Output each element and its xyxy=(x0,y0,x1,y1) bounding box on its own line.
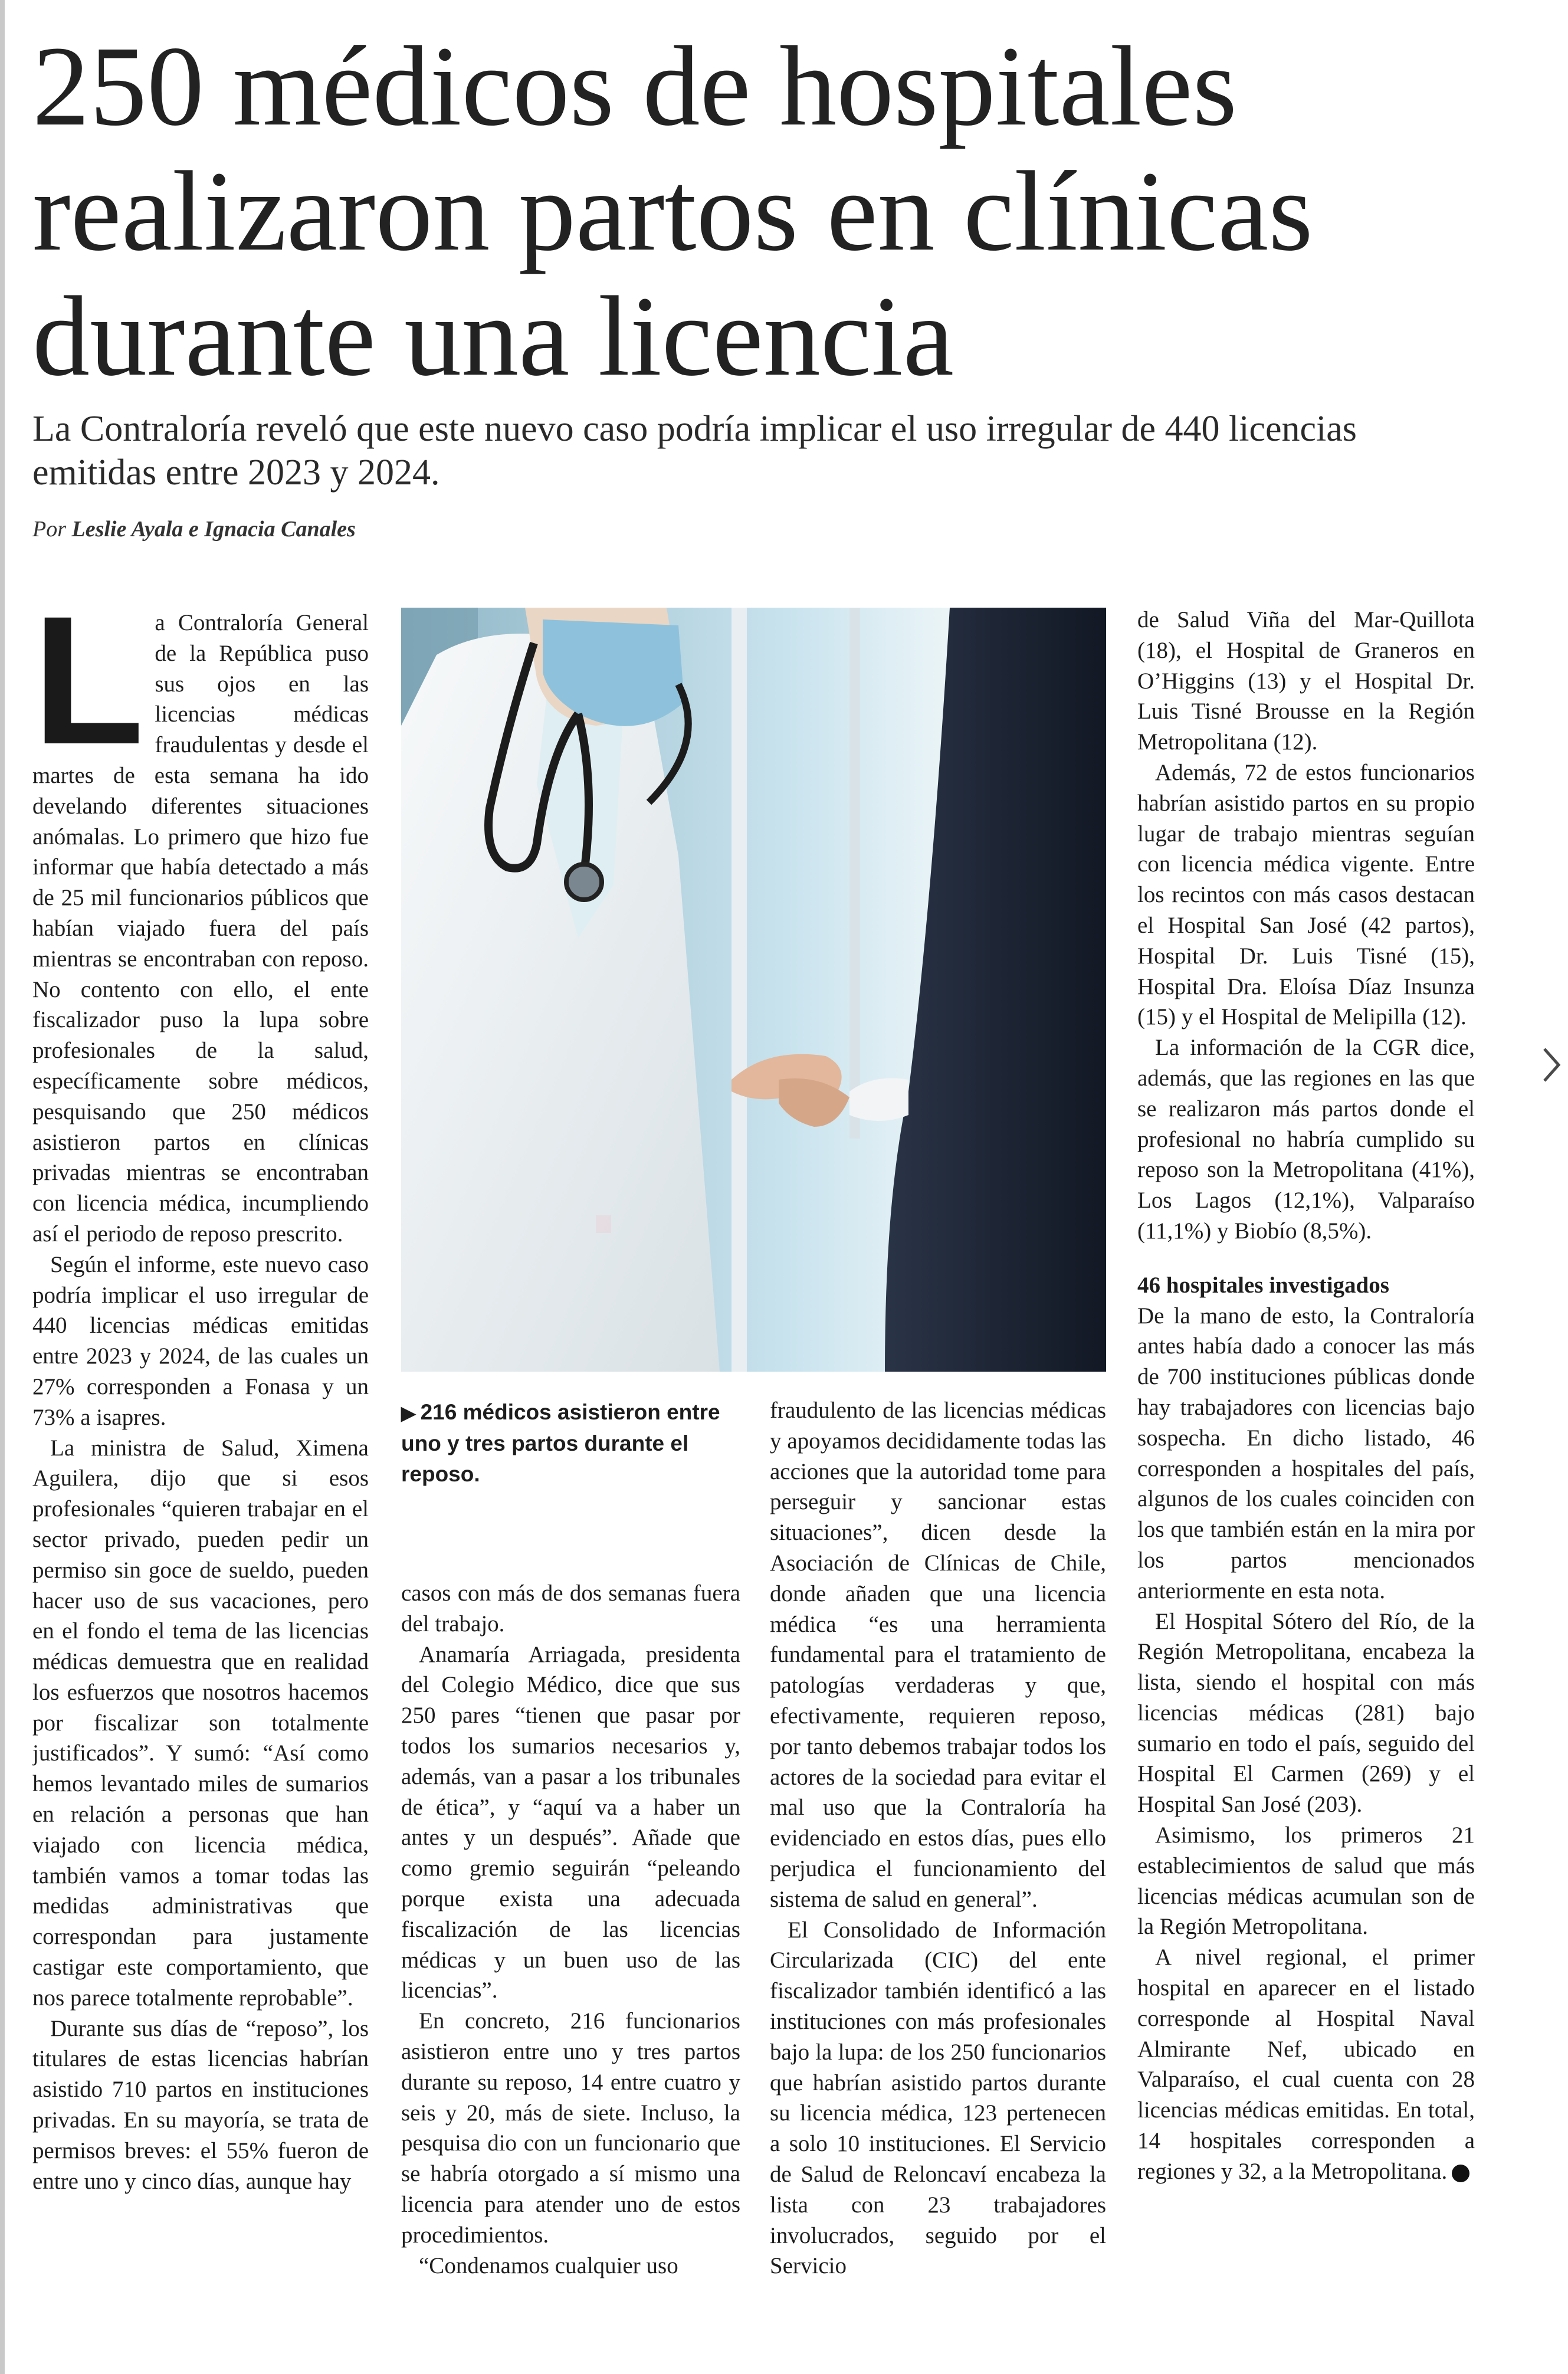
paragraph: Durante sus días de “reposo”, los titulares de estas licencias habrían asistido 710 partos en instituciones privadas. En su mayoría, se trata de permisos breves: el 55% fueron de entre uno y cinco días, aunque hay xyxy=(32,2015,369,2194)
paragraph: El Hospital Sótero del Río, de la Región Metropolitana, encabeza la lista, siendo el hospital con más licencias médicas (281) bajo sumario en todo el país, seguido del Hospital El Carmen (269) y el Hospital San José (203). xyxy=(1137,1608,1475,1818)
byline-prefix: Por xyxy=(32,517,66,542)
headline xyxy=(32,24,1543,399)
paragraph: De la mano de esto, la Contraloría antes había dado a conocer las más de 700 instituciones públicas donde hay trabajadores con licencias bajo sospecha. En dicho listado, 46 corresponden a hospitales del país, algunos de los cuales coinciden con los que también están en la mira por los partos mencionados anteriormente en esta nota. xyxy=(1137,1303,1475,1604)
article-column-4 xyxy=(1137,605,1475,2342)
byline-authors: Leslie Ayala e Ignacia Canales xyxy=(71,517,356,542)
paragraph: Asimismo, los primeros 21 establecimientos de salud que más licencias médicas acumulan son de la Región Metropolitana. xyxy=(1137,1822,1475,1940)
article-column-1 xyxy=(32,608,369,2342)
caption-text: 216 médicos asistieron entre uno y tres partos durante el reposo. xyxy=(401,1400,720,1486)
headline-line-2: realizaron partos en clínicas xyxy=(32,147,1313,274)
next-page-chevron-icon[interactable] xyxy=(1540,1044,1563,1086)
paragraph: fraudulento de las licencias médicas y apoyamos decididamente todas las acciones que la autoridad tome para perseguir y sancionar estas situaciones”, dicen desde la Asociación de Clínicas de Chile, donde añaden que una licencia médica “es una herramienta fundamental para el tratamiento de patologías verdaderas y que, efectivamente, requieren reposo, por tanto debemos trabajar todos los actores de la sociedad para evitar el mal uso que la Contraloría ha evidenciado en estos días, pues ello perjudica el funcionamiento del sistema de salud en general”. xyxy=(770,1398,1106,1912)
headline-line-3: durante una licencia xyxy=(32,273,954,399)
section-subheading: 46 hospitales investigados xyxy=(1137,1272,1389,1298)
caption-triangle-icon: ▶ xyxy=(401,1402,416,1424)
paragraph: de Salud Viña del Mar-Quillota (18), el Hospital de Graneros en O’Higgins (13) y el Hospital Dr. Luis Tisné Brousse en la Región Metropolitana (12). xyxy=(1137,607,1475,755)
paragraph: Además, 72 de estos funcionarios habrían asistido partos en su propio lugar de trabajo mientras seguían con licencia médica vigente. Entre los recintos con más casos destacan el Hospital San José (42 partos), Hospital Dr. Luis Tisné (15), Hospital Dra. Eloísa Díaz Insunza (15) y el Hospital de Melipilla (12). xyxy=(1137,759,1475,1030)
paragraph xyxy=(1137,1942,1475,2186)
article-photo xyxy=(401,608,1106,1372)
byline xyxy=(32,516,356,542)
paragraph: Anamaría Arriagada, presidenta del Colegio Médico, dice que sus 250 pares “tienen que pasar por todos los sumarios necesarios y, además, van a pasar a los tribunales de ética”, y “aquí va a haber un antes y un después”. Añade que como gremio seguirán “peleando porque exista una adecuada fiscalización de las licencias médicas y un buen uso de las licencias”. xyxy=(401,1641,740,2004)
paragraph: casos con más de dos semanas fuera del trabajo. xyxy=(401,1581,740,1637)
photo-caption xyxy=(401,1397,731,1490)
paragraph-text: A nivel regional, el primer hospital en aparecer en el listado corresponde al Hospital Naval Almirante Nef, ubicado en Valparaíso, el cual cuenta con 28 licencias médicas emitidas. En total, 14 hospitales corresponden a regiones y 32, a la Metropolitana. xyxy=(1137,1945,1475,2184)
paragraph: El Consolidado de Información Circularizada (CIC) del ente fiscalizador también identificó a las instituciones con más profesionales bajo la lupa: de los 250 funcionarios que habrían asistido partos durante su licencia médica, 123 pertenecen a solo 10 instituciones. El Servicio de Salud de Reloncaví encabeza la lista con 23 trabajadores involucrados, seguido por el Servicio xyxy=(770,1917,1106,2279)
paragraph: a Contraloría General de la República puso sus ojos en las licencias médicas fraudulentas y desde el martes de esta semana ha ido develando diferentes situaciones anómalas. Lo primero que hizo fue informar que había detectado a más de 25 mil funcionarios públicos que habían viajado fuera del país mientras se encontraban con reposo. No contento con ello, el ente fiscalizador puso la lupa sobre profesionales de la salud, específicamente sobre médicos, pesquisando que 250 médicos asistieron partos en clínicas privadas mientras se encontraban con licencia médica, incumpliendo así el periodo de reposo prescrito. xyxy=(32,610,369,1247)
deck-summary: La Contraloría reveló que este nuevo caso podría implicar el uso irregular de 440 licencias emitidas entre 2023 y 2024. xyxy=(32,409,1357,493)
paragraph: La información de la CGR dice, además, que las regiones en las que se realizaron más partos donde el profesional no habría cumplido su reposo son la Metropolitana (41%), Los Lagos (12,1%), Valparaíso (11,1%) y Biobío (8,5%). xyxy=(1137,1035,1475,1244)
paragraph: En concreto, 216 funcionarios asistieron entre uno y tres partos durante su reposo, 14 entre cuatro y seis y 20, más de siete. Incluso, la pesquisa dio con un funcionario que se habría otorgado a sí mismo una licencia para atender uno de estos procedimientos. xyxy=(401,2008,740,2248)
page-edge-rule xyxy=(0,0,5,2374)
article-column-3 xyxy=(770,1395,1106,2342)
headline-line-1: 250 médicos de hospitales xyxy=(32,22,1238,149)
paragraph: La ministra de Salud, Ximena Aguilera, dijo que si esos profesionales “quieren trabajar en el sector privado, pueden pedir un permiso sin goce de sueldo, pueden hacer uso de sus vacaciones, pero en el fondo el tema de las licencias médicas demuestra que en realidad los esfuerzos que nosotros hacemos por fiscalizar son totalmente justificados”. Y sumó: “Así como hemos levantado miles de sumarios en relación a personas que han viajado con licencia médica, también vamos a tomar todas las medidas administrativas que correspondan para justamente castigar este comportamiento, que nos parece totalmente reprobable”. xyxy=(32,1435,369,2011)
paragraph: Según el informe, este nuevo caso podría implicar el uso irregular de 440 licencias médicas emitidas entre 2023 y 2024, de las cuales un 27% corresponden a Fonasa y un 73% a isapres. xyxy=(32,1251,369,1430)
dropcap-letter: L xyxy=(32,608,145,782)
paragraph: “Condenamos cualquier uso xyxy=(419,2252,678,2278)
article-column-2 xyxy=(401,1578,740,2342)
end-of-article-icon xyxy=(1452,2165,1469,2182)
